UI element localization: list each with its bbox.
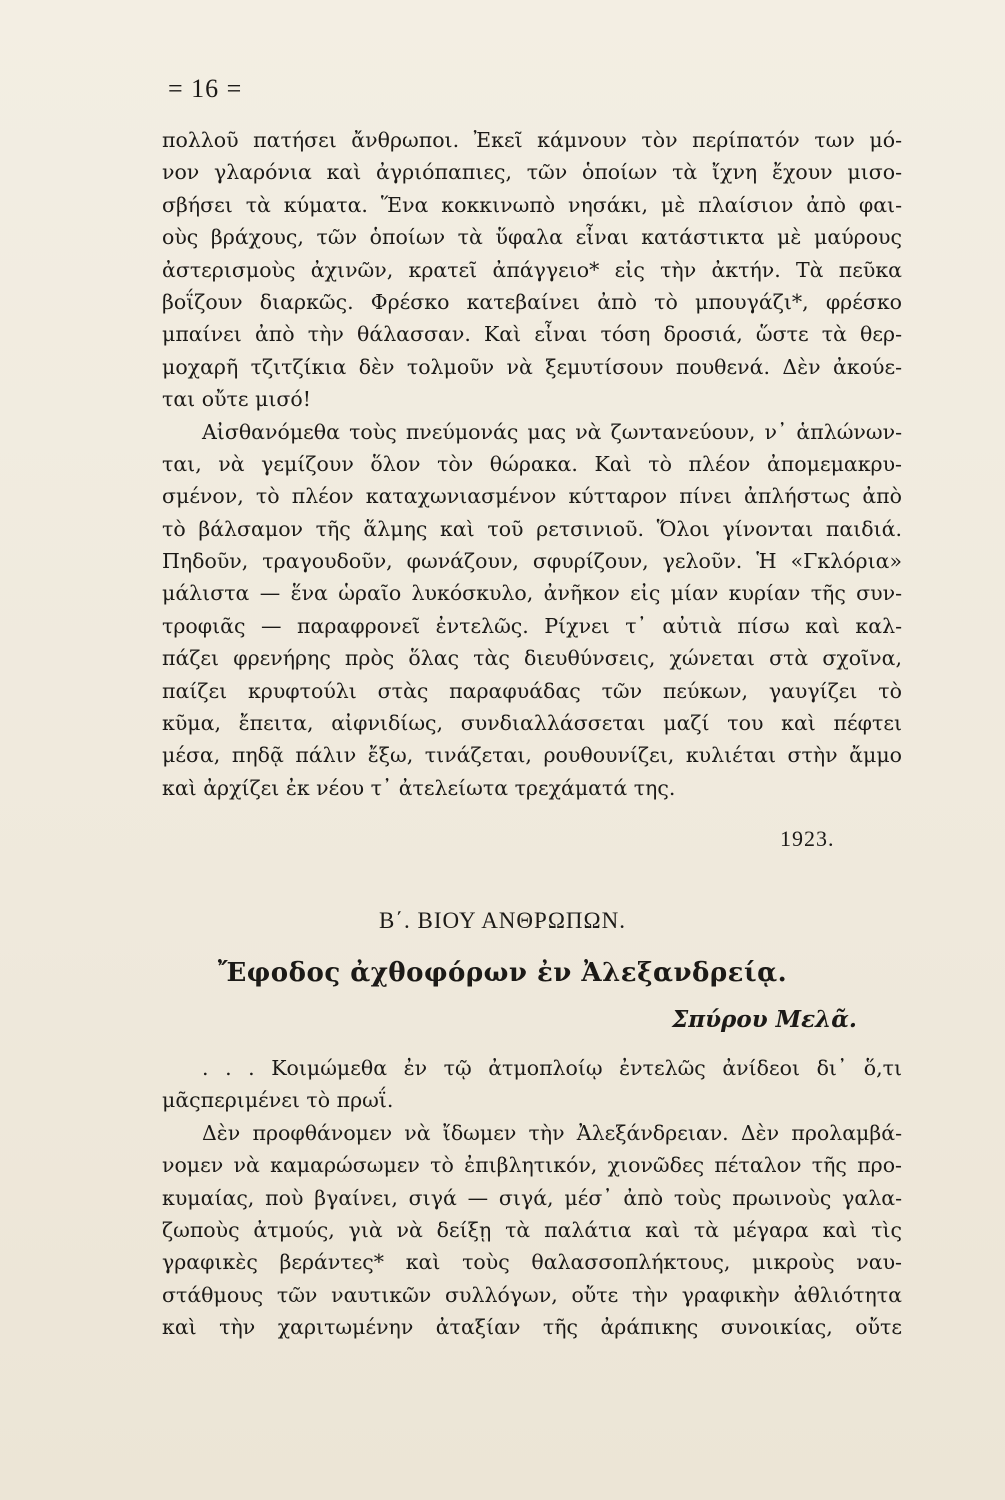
text-line: ται, νὰ γεμίζουν ὅλον τὸν θώρακα. Καὶ τὸ πλέον ἀπομεμακρυ- (162, 451, 902, 476)
text-line: καὶ τὴν χαριτωμένην ἀταξίαν τῆς ἀράπικης συνοικίας, οὔτε (162, 1315, 902, 1340)
text-line: . . . Κοιμώμεθα ἐν τῷ ἀτμοπλοίῳ ἐντελῶς ἀνίδεοι δι᾽ ὅ,τι (202, 1056, 902, 1080)
text-line: μέσα, πηδᾷ πάλιν ἔξω, τινάζεται, ρουθουνίζει, κυλιέται στὴν ἄμμο (162, 743, 902, 768)
page-number: = 16 = (168, 74, 243, 103)
text-line: σμένον, τὸ πλέον καταχωνιασμένον κύτταρον πίνει ἀπλήστως ἀπὸ (162, 484, 902, 509)
text-line: Πηδοῦν, τραγουδοῦν, φωνάζουν, σφυρίζουν, γελοῦν. Ἡ «Γκλόρια» (162, 549, 902, 574)
text-line: Αἰσθανόμεθα τοὺς πνεύμονάς μας νὰ ζωντανεύουν, ν᾽ ἁπλώνων- (202, 419, 902, 444)
text-line: οὺς βράχους, τῶν ὁποίων τὰ ὕφαλα εἶναι κατάστικτα μὲ μαύρους (162, 225, 902, 250)
text-line: πάζει φρενήρης πρὸς ὅλας τὰς διευθύνσεις, χώνεται στὰ σχοῖνα, (162, 646, 902, 671)
text-line: ἀστερισμοὺς ἀχινῶν, κρατεῖ ἀπάγγειο* εἰς τὴν ἀκτήν. Τὰ πεῦκα (162, 257, 902, 282)
text-line: νον γλαρόνια καὶ ἀγριόπαπιες, τῶν ὁποίων τὰ ἴχνη ἔχουν μισο- (162, 160, 902, 185)
text-line: καὶ ἀρχίζει ἐκ νέου τ᾽ ἀτελείωτα τρεχάματά της. (162, 775, 676, 800)
text-line: σβήσει τὰ κύματα. Ἕνα κοκκινωπὸ νησάκι, μὲ πλαίσιον ἀπὸ φαι- (162, 192, 902, 217)
text-line: τροφιᾶς — παραφρονεῖ ἐντελῶς. Ρίχνει τ᾽ αὐτιὰ πίσω καὶ καλ- (162, 613, 902, 638)
article-author: Σπύρου Μελᾶ. (672, 1006, 857, 1033)
text-line: κῦμα, ἔπειτα, αἰφνιδίως, συνδιαλλάσσεται μαζί του καὶ πέφτει (162, 711, 902, 736)
section-heading: Β΄. ΒΙΟΥ ΑΝΘΡΩΠΩΝ. (379, 908, 626, 933)
text-line: μπαίνει ἀπὸ τὴν θάλασσαν. Καὶ εἶναι τόση δροσιά, ὥστε τὰ θερ- (162, 322, 902, 347)
text-line: στάθμους τῶν ναυτικῶν συλλόγων, οὔτε τὴν γραφικὴν ἀθλιότητα (162, 1282, 902, 1307)
text-line: κυμαίας, ποὺ βγαίνει, σιγά — σιγά, μέσ᾽ ἀπὸ τοὺς πρωινοὺς γαλα- (162, 1185, 902, 1210)
text-line: μᾶςπεριμένει τὸ πρωΐ. (162, 1088, 394, 1113)
passage-1 (162, 124, 902, 804)
text-line: πολλοῦ πατήσει ἄνθρωποι. Ἐκεῖ κάμνουν τὸν περίπατόν των μό- (162, 128, 902, 152)
date-line: 1923. (780, 826, 835, 851)
text-line: μάλιστα — ἕνα ὡραῖο λυκόσκυλο, ἀνῆκον εἰς μίαν κυρίαν τῆς συν- (162, 581, 902, 606)
text-line: τὸ βάλσαμον τῆς ἅλμης καὶ τοῦ ρετσινιοῦ. Ὅλοι γίνονται παιδιά. (162, 516, 902, 541)
text-line: παίζει κρυφτούλι στὰς παραφυάδας τῶν πεύκων, γαυγίζει τὸ (162, 678, 902, 703)
text-line: μοχαρῆ τζιτζίκια δὲν τολμοῦν νὰ ξεμυτίσουν πουθενά. Δὲν ἀκούε- (162, 354, 902, 379)
article-title: Ἔφοδος ἀχθοφόρων ἐν Ἀλεξανδρείᾳ. (217, 958, 788, 988)
text-line: νομεν νὰ καμαρώσωμεν τὸ ἐπιβλητικόν, χιονῶδες πέταλον τῆς προ- (162, 1153, 902, 1178)
passage-2 (162, 1052, 902, 1344)
text-line: γραφικὲς βεράντες* καὶ τοὺς θαλασσοπλήκτους, μικροὺς ναυ- (162, 1250, 902, 1275)
text-line: ται οὔτε μισό! (162, 387, 311, 412)
text-line: ζωποὺς ἀτμούς, γιὰ νὰ δείξῃ τὰ παλάτια καὶ τὰ μέγαρα καὶ τὶς (162, 1217, 902, 1242)
text-line: βοΐζουν διαρκῶς. Φρέσκο κατεβαίνει ἀπὸ τὸ μπουγάζι*, φρέσκο (162, 289, 902, 314)
text-line: Δὲν προφθάνομεν νὰ ἴδωμεν τὴν Ἀλεξάνδρειαν. Δὲν προλαμβά- (202, 1120, 902, 1145)
